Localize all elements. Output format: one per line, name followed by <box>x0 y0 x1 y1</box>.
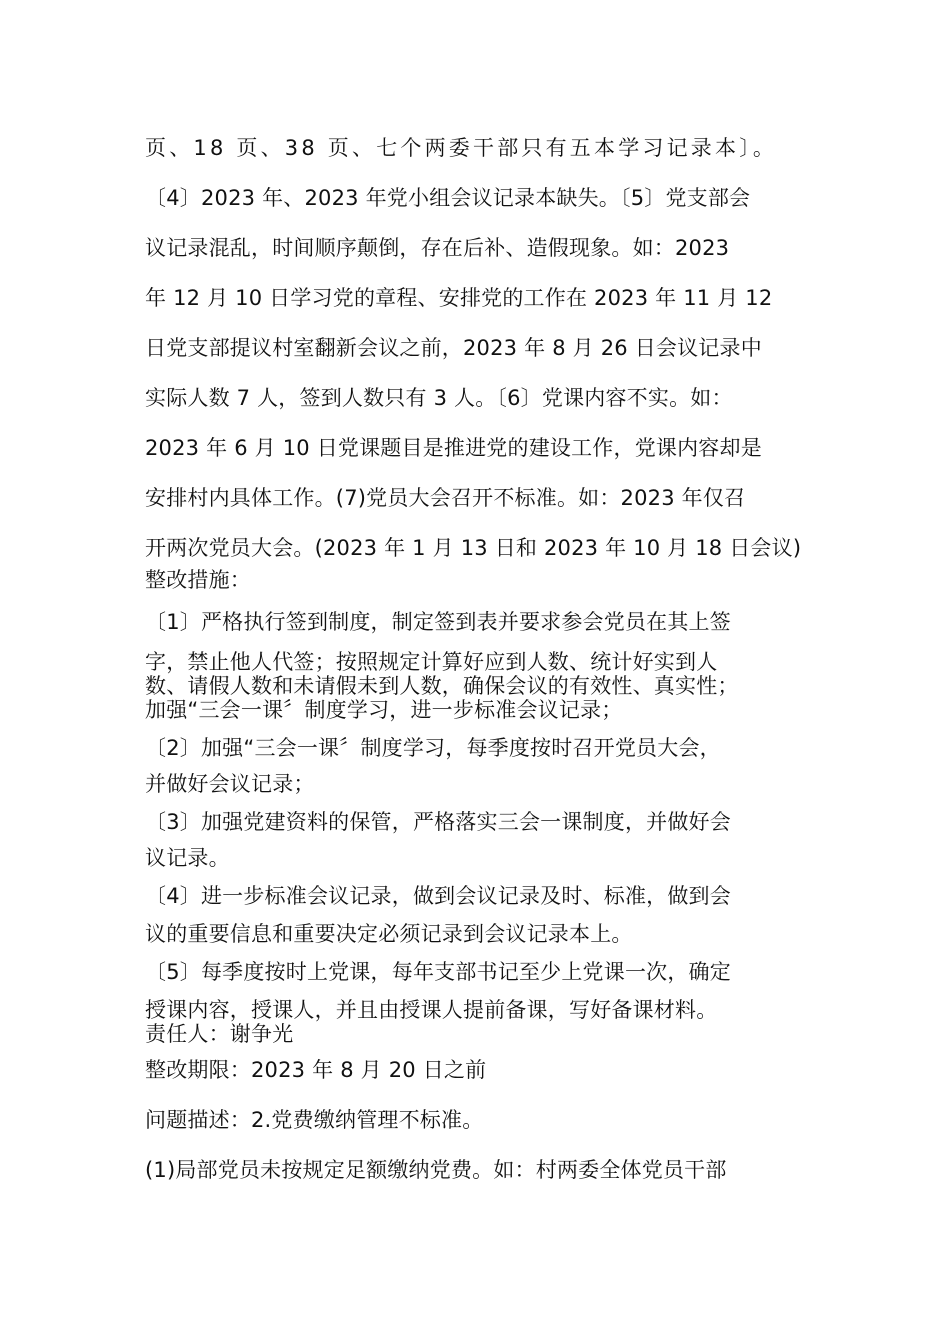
text-line: 年 12 月 10 日学习党的章程、安排党的工作在 2023 年 11 月 12 <box>145 286 773 310</box>
text-line: 〔4〕2023 年、2023 年党小组会议记录本缺失。〔5〕党支部会 <box>145 186 751 210</box>
responsible-person: 责任人：谢争光 <box>145 1022 294 1046</box>
text-line: 议记录。 <box>145 846 230 870</box>
text-line: 〔5〕每季度按时上党课，每年支部书记至少上党课一次，确定 <box>145 960 731 984</box>
text-line: 日党支部提议村室翻新会议之前，2023 年 8 月 26 日会议记录中 <box>145 336 762 360</box>
text-line: (1)局部党员未按规定足额缴纳党费。如：村两委全体党员干部 <box>145 1158 727 1182</box>
deadline: 整改期限：2023 年 8 月 20 日之前 <box>145 1058 487 1082</box>
text-line: 〔4〕进一步标准会议记录，做到会议记录及时、标准，做到会 <box>145 884 731 908</box>
text-line: 开两次党员大会。(2023 年 1 月 13 日和 2023 年 10 月 18 日会议) <box>145 536 802 560</box>
text-line: 议记录混乱，时间顺序颠倒，存在后补、造假现象。如：2023 <box>145 236 730 260</box>
text-line: 授课内容，授课人，并且由授课人提前备课，写好备课材料。 <box>145 998 718 1022</box>
problem-description: 问题描述：2.党费缴纳管理不标准。 <box>145 1108 484 1132</box>
text-line: 2023 年 6 月 10 日党课题目是推进党的建设工作，党课内容却是 <box>145 436 762 460</box>
text-line: 安排村内具体工作。(7)党员大会召开不标准。如：2023 年仅召 <box>145 486 746 510</box>
text-line: 实际人数 7 人，签到人数只有 3 人。〔6〕党课内容不实。如： <box>145 386 733 410</box>
text-line: 〔3〕加强党建资料的保管，严格落实三会一课制度，并做好会 <box>145 810 731 834</box>
text-line: 〔1〕严格执行签到制度，制定签到表并要求参会党员在其上签 <box>145 610 731 634</box>
text-line: 并做好会议记录； <box>145 772 315 796</box>
text-line: 页、18 页、38 页、七个两委干部只有五本学习记录本〕。 <box>145 136 778 160</box>
text-line: 〔2〕加强“三会一课〞制度学习，每季度按时召开党员大会， <box>145 736 721 760</box>
text-line: 议的重要信息和重要决定必须记录到会议记录本上。 <box>145 922 633 946</box>
section-heading-rectification: 整改措施： <box>145 568 251 592</box>
text-line: 字，禁止他人代签；按照规定计算好应到人数、统计好实到人 <box>145 650 718 674</box>
text-line: 加强“三会一课〞制度学习，进一步标准会议记录； <box>145 698 623 722</box>
text-line: 数、请假人数和未请假未到人数，确保会议的有效性、真实性； <box>145 674 739 698</box>
